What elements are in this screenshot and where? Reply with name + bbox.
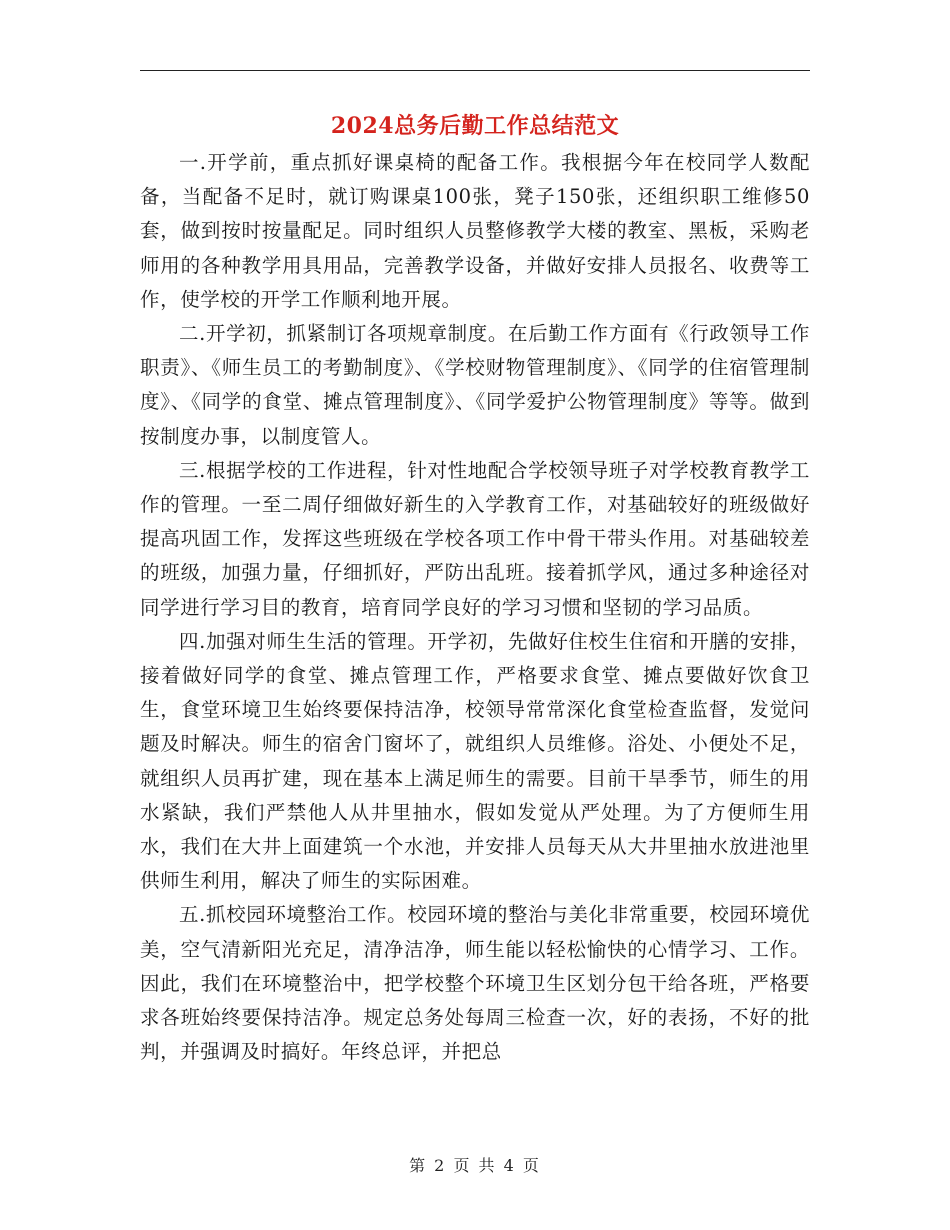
- paragraph-4: 四.加强对师生生活的管理。开学初，先做好住校生住宿和开膳的安排，接着做好同学的食堂、摊点管理工作，严格要求食堂、摊点要做好饮食卫生，食堂环境卫生始终要保持洁净，校领导常常深化食堂检查监督，发觉问题及时解决。师生的宿舍门窗坏了，就组织人员维修。浴处、小便处不足，就组织人员再扩建，现在基本上满足师生的需要。目前干旱季节，师生的用水紧缺，我们严禁他人从井里抽水，假如发觉从严处理。为了方便师生用水，我们在大井上面建筑一个水池，并安排人员每天从大井里抽水放进池里供师生利用，解决了师生的实际困难。: [140, 629, 810, 893]
- paragraph-1: 一.开学前，重点抓好课桌椅的配备工作。我根据今年在校同学人数配备，当配备不足时，就订购课桌100张，凳子150张，还组织职工维修50套，做到按时按量配足。同时组织人员整修教学大楼的教室、黑板，采购老师用的各种教学用具用品，完善教学设备，并做好安排人员报名、收费等工作，使学校的开学工作顺利地开展。: [140, 151, 810, 311]
- paragraph-2: 二.开学初，抓紧制订各项规章制度。在后勤工作方面有《行政领导工作职责》、《师生员工的考勤制度》、《学校财物管理制度》、《同学的住宿管理制度》、《同学的食堂、摊点管理制度》、《同学爱护公物管理制度》等等。做到按制度办事，以制度管人。: [140, 322, 810, 448]
- document-title: 2024总务后勤工作总结范文: [330, 113, 620, 139]
- paragraph-3: 三.根据学校的工作进程，针对性地配合学校领导班子对学校教育教学工作的管理。一至二周仔细做好新生的入学教育工作，对基础较好的班级做好提高巩固工作，发挥这些班级在学校各项工作中骨干带头作用。对基础较差的班级，加强力量，仔细抓好，严防出乱班。接着抓学风，通过多种途径对同学进行学习目的教育，培育同学良好的学习习惯和坚韧的学习品质。: [140, 458, 810, 619]
- header-rule: [140, 70, 810, 71]
- document-body: [140, 146, 810, 1069]
- paragraph-5: 五.抓校园环境整治工作。校园环境的整治与美化非常重要，校园环境优美，空气清新阳光充足，清净洁净，师生能以轻松愉快的心情学习、工作。因此，我们在环境整治中，把学校整个环境卫生区划分包干给各班，严格要求各班始终要保持洁净。规定总务处每周三检查一次，好的表扬，不好的批判，并强调及时搞好。年终总评，并把总: [140, 903, 810, 1064]
- page-number: 第 2 页 共 4 页: [409, 1156, 541, 1175]
